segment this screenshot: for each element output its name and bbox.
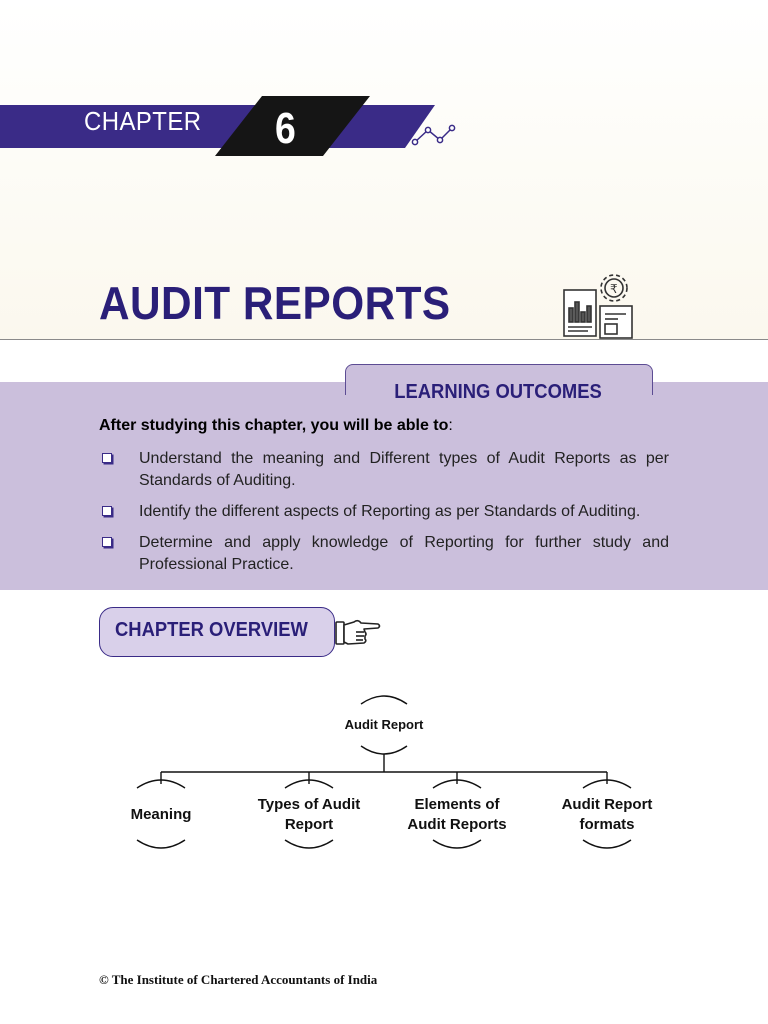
chapter-overview-diagram <box>0 690 768 860</box>
learning-outcomes-list <box>99 448 669 585</box>
checkbox-bullet-icon <box>102 506 112 516</box>
list-item-text: Determine and apply knowledge of Reporting for further study and Professional Practice. <box>139 534 669 573</box>
title-divider <box>0 339 768 340</box>
diagram-node-meaning: Meaning <box>130 806 192 823</box>
chapter-banner <box>0 0 768 170</box>
root-node-bottom-arc <box>361 746 407 754</box>
learning-outcomes-heading: LEARNING OUTCOMES <box>394 381 602 403</box>
root-node-top-arc <box>361 696 407 704</box>
diagram-node-elements <box>387 795 527 835</box>
chapter-overview-label: CHAPTER OVERVIEW <box>115 619 308 641</box>
checkbox-bullet-icon <box>102 537 112 547</box>
intro-colon: : <box>448 417 453 434</box>
node-line: Elements of <box>414 796 500 813</box>
chapter-number: 6 <box>275 104 296 153</box>
diagram-root-node: Audit Report <box>344 717 424 732</box>
node-line: formats <box>579 816 635 833</box>
checkbox-bullet-icon <box>102 453 112 463</box>
node-line: Audit Report <box>561 796 653 813</box>
copyright-footer: © The Institute of Chartered Accountants of India <box>99 972 378 987</box>
list-item <box>99 448 669 492</box>
banner-stripe <box>0 105 435 148</box>
list-item <box>99 501 669 523</box>
diagram-node-formats <box>537 795 677 835</box>
diagram-node-types <box>239 795 379 835</box>
page-title: AUDIT REPORTS <box>99 277 451 329</box>
list-item-text: Understand the meaning and Different types of Audit Reports as per Standards of Auditing. <box>139 450 669 489</box>
pointing-hand-icon <box>334 614 382 650</box>
report-chart-icon <box>556 272 640 344</box>
learning-outcomes-intro <box>99 417 453 435</box>
svg-text:₹: ₹ <box>610 282 618 296</box>
node-line: Types of Audit <box>257 796 361 813</box>
node-line: Report <box>284 816 334 833</box>
list-item-text: Identify the different aspects of Reporting as per Standards of Auditing. <box>139 503 641 520</box>
node-line: Audit Reports <box>407 816 507 833</box>
chapter-label: CHAPTER <box>84 106 202 136</box>
list-item <box>99 532 669 576</box>
intro-text: After studying this chapter, you will be able to <box>99 417 449 434</box>
